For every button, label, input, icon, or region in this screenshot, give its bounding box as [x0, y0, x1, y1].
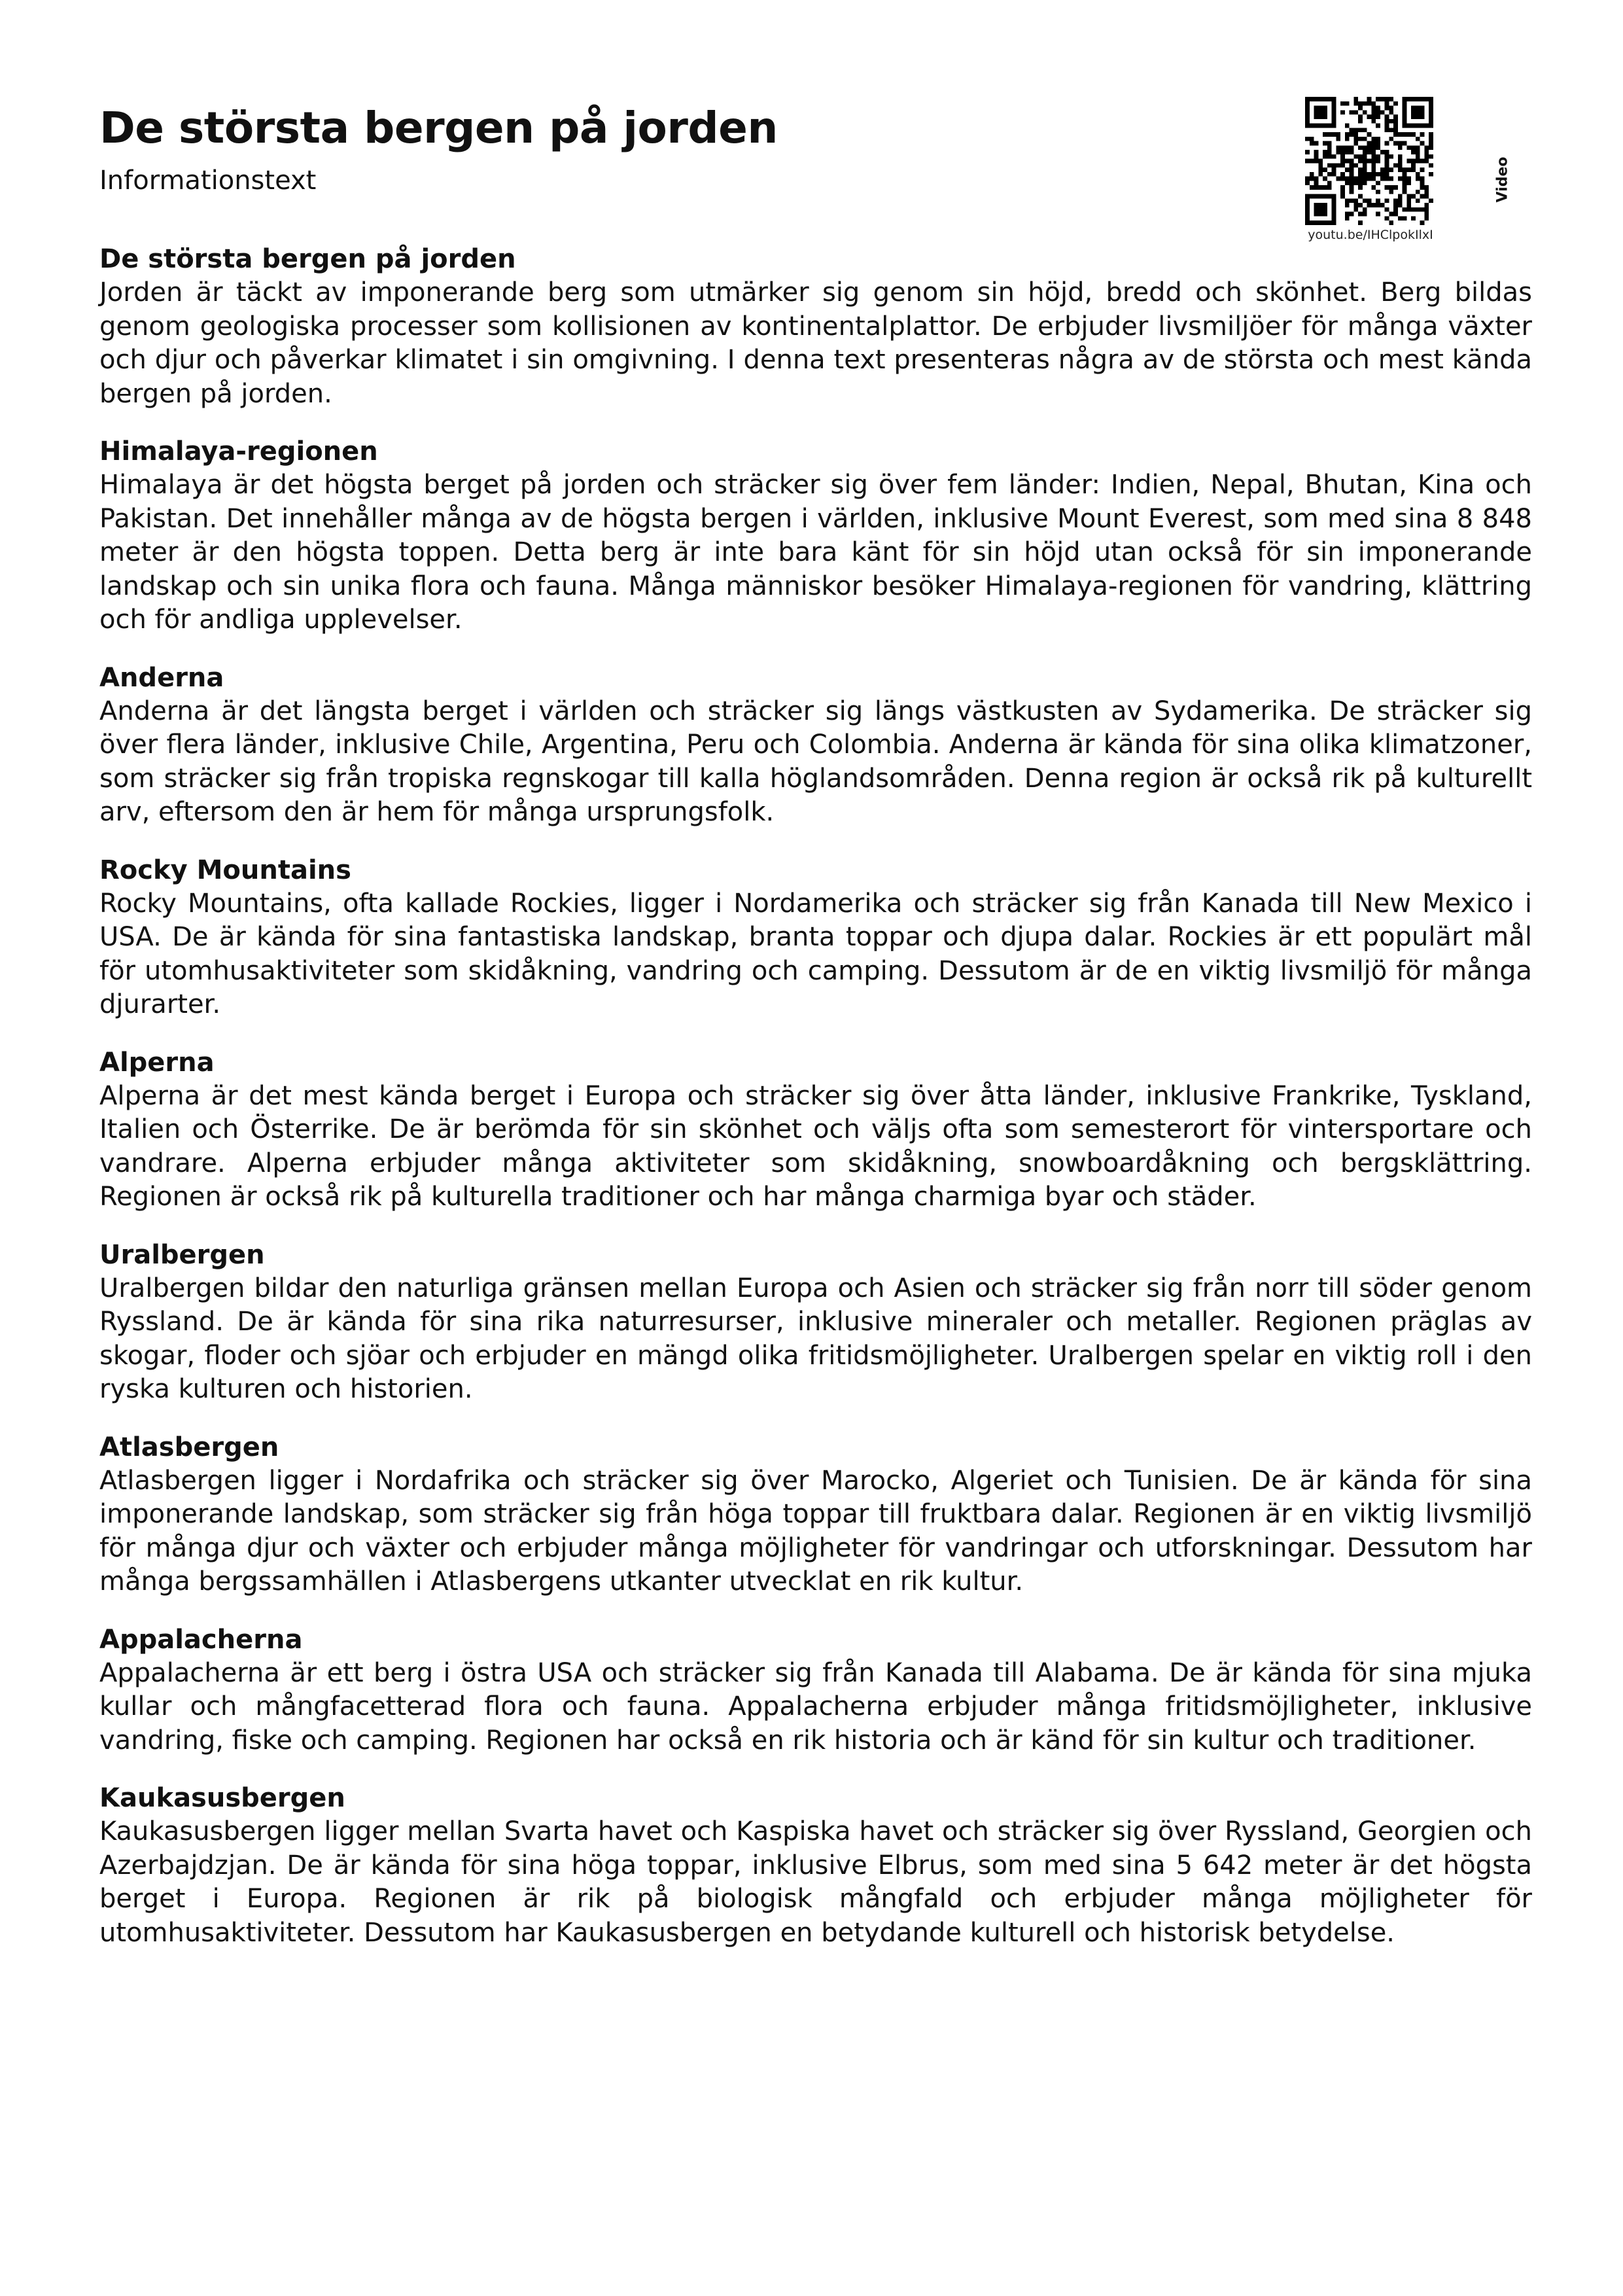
section-heading: Himalaya-regionen [99, 436, 378, 467]
section-heading: Atlasbergen [99, 1432, 279, 1462]
section-rocky-mountains [99, 853, 1532, 1022]
section-body: Atlasbergen ligger i Nordafrika och sträcker sig över Marocko, Algeriet och Tunisien. De är kända för sina imponerande landskap, som sträcker sig från höga toppar till fruktbara dalar. Regionen är en viktig livsmiljö för många djur och växter och erbjuder många möjligheter för vandringar och utforskningar. Dessutom har många bergssamhällen i Atlasbergens utkanter utvecklat en rik kultur. [99, 1465, 1532, 1597]
qr-url[interactable]: youtu.be/IHClpokIlxI [1308, 228, 1433, 242]
section-body: Rocky Mountains, ofta kallade Rockies, ligger i Nordamerika och sträcker sig från Kanada till New Mexico i USA. De är kända för sina fantastiska landskap, branta toppar och djupa dalar. Rockies är ett populärt mål för utomhusaktiviteter som skidåkning, vandring och camping. Dessutom är de en viktig livsmiljö för många djurarter. [99, 888, 1532, 1019]
section-heading: Kaukasusbergen [99, 1783, 345, 1813]
section-heading: Appalacherna [99, 1624, 303, 1655]
section-heading: Uralbergen [99, 1239, 265, 1270]
section-himalaya [99, 434, 1532, 637]
section-heading: Anderna [99, 662, 224, 693]
section-heading: Alperna [99, 1047, 215, 1078]
page-subtitle: Informationstext [99, 166, 317, 196]
section-atlasbergen [99, 1430, 1532, 1599]
qr-video-label: Video [1494, 156, 1511, 203]
section-body: Appalacherna är ett berg i östra USA och sträcker sig från Kanada till Alabama. De är kända för sina mjuka kullar och mångfacetterad flora och fauna. Appalacherna erbjuder många fritidsmöjligheter, inklusive vandring, fiske och camping. Regionen har också en rik historia och är känd för sin kultur och traditioner. [99, 1657, 1532, 1756]
section-appalacherna [99, 1623, 1532, 1758]
page-title: De största bergen på jorden [99, 103, 778, 153]
section-body: Uralbergen bildar den naturliga gränsen mellan Europa och Asien och sträcker sig från norr till söder genom Ryssland. De är kända för sina rika naturresurser, inklusive mineraler och metaller. Regionen präglas av skogar, floder och sjöar och erbjuder en mängd olika fritidsmöjligheter. Uralbergen spelar en viktig roll i den ryska kulturen och historien. [99, 1273, 1532, 1404]
section-kaukasusbergen [99, 1781, 1532, 1950]
qr-block[interactable] [1305, 97, 1436, 242]
section-body: Jorden är täckt av imponerande berg som utmärker sig genom sin höjd, bredd och skönhet. Berg bildas genom geologiska processer som kollisionen av kontinentalplattor. De erbjuder livsmiljöer för många växter och djur och påverkar klimatet i sin omgivning. I denna text presenteras några av de största och mest kända bergen på jorden. [99, 277, 1532, 409]
section-body: Alperna är det mest kända berget i Europa och sträcker sig över åtta länder, inklusive Frankrike, Tyskland, Italien och Österrike. De är berömda för sin skönhet och väljs ofta som semesterort för vintersportare och vandrare. Alperna erbjuder många aktiviteter som skidåkning, snowboardåkning och bergsklättring. Regionen är också rik på kulturella traditioner och har många charmiga byar och städer. [99, 1080, 1532, 1212]
qr-code-icon[interactable] [1305, 97, 1433, 225]
section-heading: De största bergen på jorden [99, 244, 516, 274]
section-body: Kaukasusbergen ligger mellan Svarta havet och Kaspiska havet och sträcker sig över Ryssland, Georgien och Azerbajdzjan. De är kända för sina höga toppar, inklusive Elbrus, som med sina 5 642 meter är det högsta berget i Europa. Regionen är rik på biologisk mångfald och erbjuder många möjligheter för utomhusaktiviteter. Dessutom har Kaukasusbergen en betydande kulturell och historisk betydelse. [99, 1816, 1532, 1948]
section-body: Himalaya är det högsta berget på jorden och sträcker sig över fem länder: Indien, Nepal, Bhutan, Kina och Pakistan. Det innehåller många av de högsta bergen i världen, inklusive Mount Everest, som med sina 8 848 meter är den högsta toppen. Detta berg är inte bara känt för sin höjd utan också för sin imponerande landskap och sin unika flora och fauna. Många människor besöker Himalaya-regionen för vandring, klättring och för andliga upplevelser. [99, 470, 1532, 635]
section-intro [99, 242, 1532, 411]
section-anderna [99, 661, 1532, 830]
section-heading: Rocky Mountains [99, 855, 351, 885]
section-alperna [99, 1046, 1532, 1214]
section-uralbergen [99, 1238, 1532, 1407]
section-body: Anderna är det längsta berget i världen och sträcker sig längs västkusten av Sydamerika. De sträcker sig över flera länder, inklusive Chile, Argentina, Peru och Colombia. Anderna är kända för sina olika klimatzoner, som sträcker sig från tropiska regnskogar till kalla höglandsområden. Denna region är också rik på kulturellt arv, eftersom den är hem för många ursprungsfolk. [99, 696, 1532, 827]
document-body [99, 242, 1532, 1973]
